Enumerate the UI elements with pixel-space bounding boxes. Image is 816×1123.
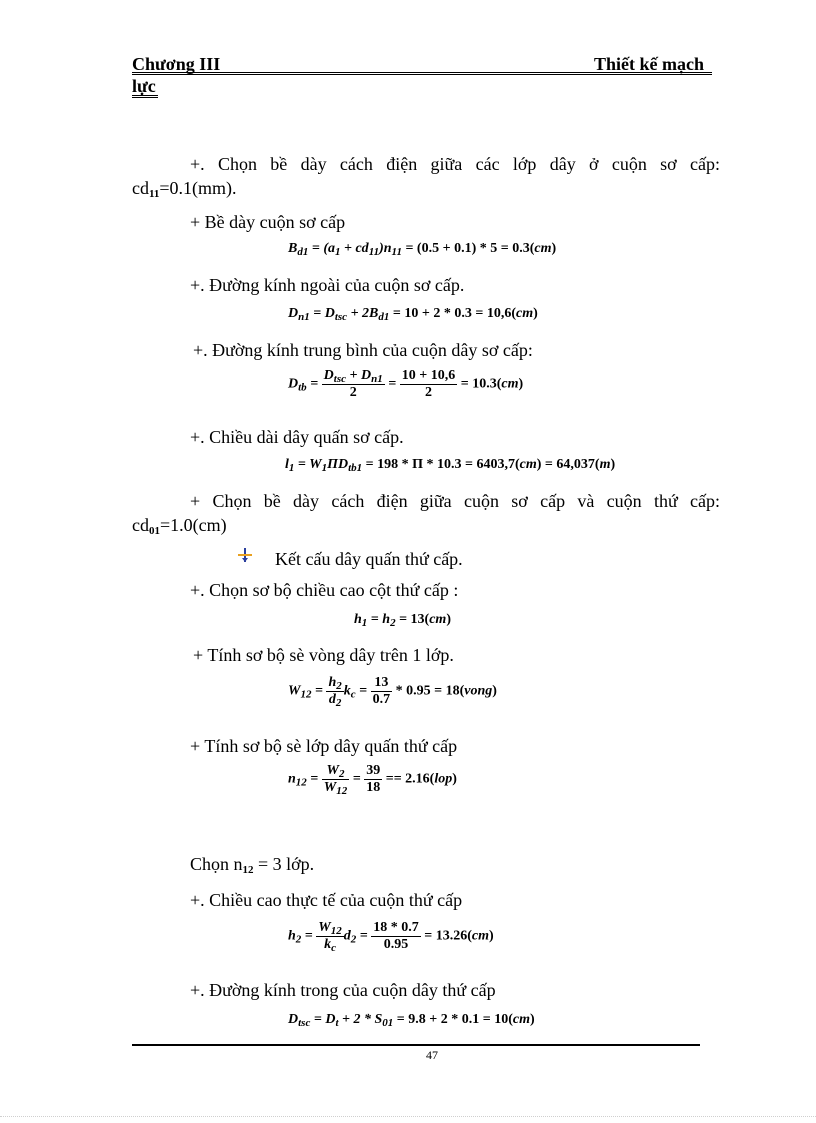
paragraph-turns-per-layer: + Tính sơ bộ sè vòng dây trên 1 lớp. [193, 645, 454, 665]
paragraph-primary-thickness: + Bề dày cuộn sơ cấp [190, 212, 346, 232]
equation-wire-length: $l_1 = W_1\Pi D_{tb1} = 198 * \Pi * 10.3 = 6403,7(cm) = 64,037(m)$ [285, 457, 616, 474]
paragraph-actual-height: +. Chiều cao thực tế của cuộn thứ cấp [190, 890, 463, 910]
equation-primary-thickness: $B_{d1} = (a_1 + cd_{11})n_{11} = (0.5 + 0.1) * 5 = 0.3(cm)$ [288, 241, 557, 258]
paragraph-column-height: +. Chọn sơ bộ chiều cao cột thứ cấp : [190, 580, 459, 600]
paragraph-chosen-layers: Chọn $n_{12} = 3$ lớp. [190, 854, 315, 876]
header-rule [132, 72, 712, 75]
section-heading: Kết cấu dây quấn thứ cấp. [275, 549, 463, 569]
paragraph-outer-diameter: +. Đường kính ngoài của cuộn sơ cấp. [190, 275, 465, 295]
equation-layer-count: $n_{12}$ = $\frac{W_2}{W_{12}}$ = $\frac{39}{18}$ == 2.16(lop) [288, 763, 457, 797]
equation-outer-diameter: $D_{n1} = D_{tsc} + 2B_{d1} = 10 + 2 * 0.3 = 10,6(cm)$ [288, 306, 538, 323]
equation-mean-diameter: $D_{tb}$ = $\frac{D_{tsc} + D_{n1}}{2}$ = $\frac{10 + 10,6}{2}$ = 10.3(cm) [288, 368, 524, 400]
equation-inner-diameter: $D_{tsc} = D_t + 2 * S_{01} = 9.8 + 2 * 0.1 = 10(cm)$ [288, 1012, 535, 1029]
paragraph-inner-diameter: +. Đường kính trong của cuộn dây thứ cấp [190, 980, 496, 1000]
page-number: 47 [426, 1048, 438, 1062]
bullet-icon [238, 548, 252, 567]
page-break-marker [0, 1116, 816, 1117]
paragraph-wire-length: +. Chiều dài dây quấn sơ cấp. [190, 427, 404, 447]
paragraph-insulation-primary-secondary: + Chọn bề dày cách điện giữa cuộn sơ cấp và cuộn thứ cấp: [190, 491, 720, 511]
equation-actual-height: $h_2$ = $\frac{W_{12}}{k_c}$ $d_2$ = $\frac{18 * 0.7}{0.95}$ = 13.26(cm) [288, 920, 494, 954]
chapter-label: Chương III [132, 54, 221, 74]
paragraph-mean-diameter: +. Đường kính trung bình của cuộn dây sơ cấp: [193, 340, 533, 360]
equation-column-height: $h_1 = h_2 = 13(cm)$ [354, 612, 451, 629]
paragraph-layer-count: + Tính sơ bộ sè lớp dây quấn thứ cấp [190, 736, 458, 756]
paragraph-insulation-value: $cd_{11}=0.1(mm)$. [132, 178, 237, 200]
header-rule-wrap [132, 95, 158, 98]
paragraph-insulation-layers: +. Chọn bề dày cách điện giữa các lớp dây ở cuộn sơ cấp: [190, 154, 720, 174]
chapter-title-wrap: lực [132, 76, 156, 96]
footer-rule [132, 1044, 700, 1046]
chapter-title: Thiết kế mạch [594, 54, 704, 74]
paragraph-insulation-primary-secondary-value: $cd_{01}=1.0(cm)$ [132, 515, 227, 537]
equation-turns-per-layer: $W_{12}$ = $\frac{h_2}{d_2}$ $k_c$ = $\frac{13}{0.7}$ * 0.95 = 18(vong) [288, 675, 497, 709]
